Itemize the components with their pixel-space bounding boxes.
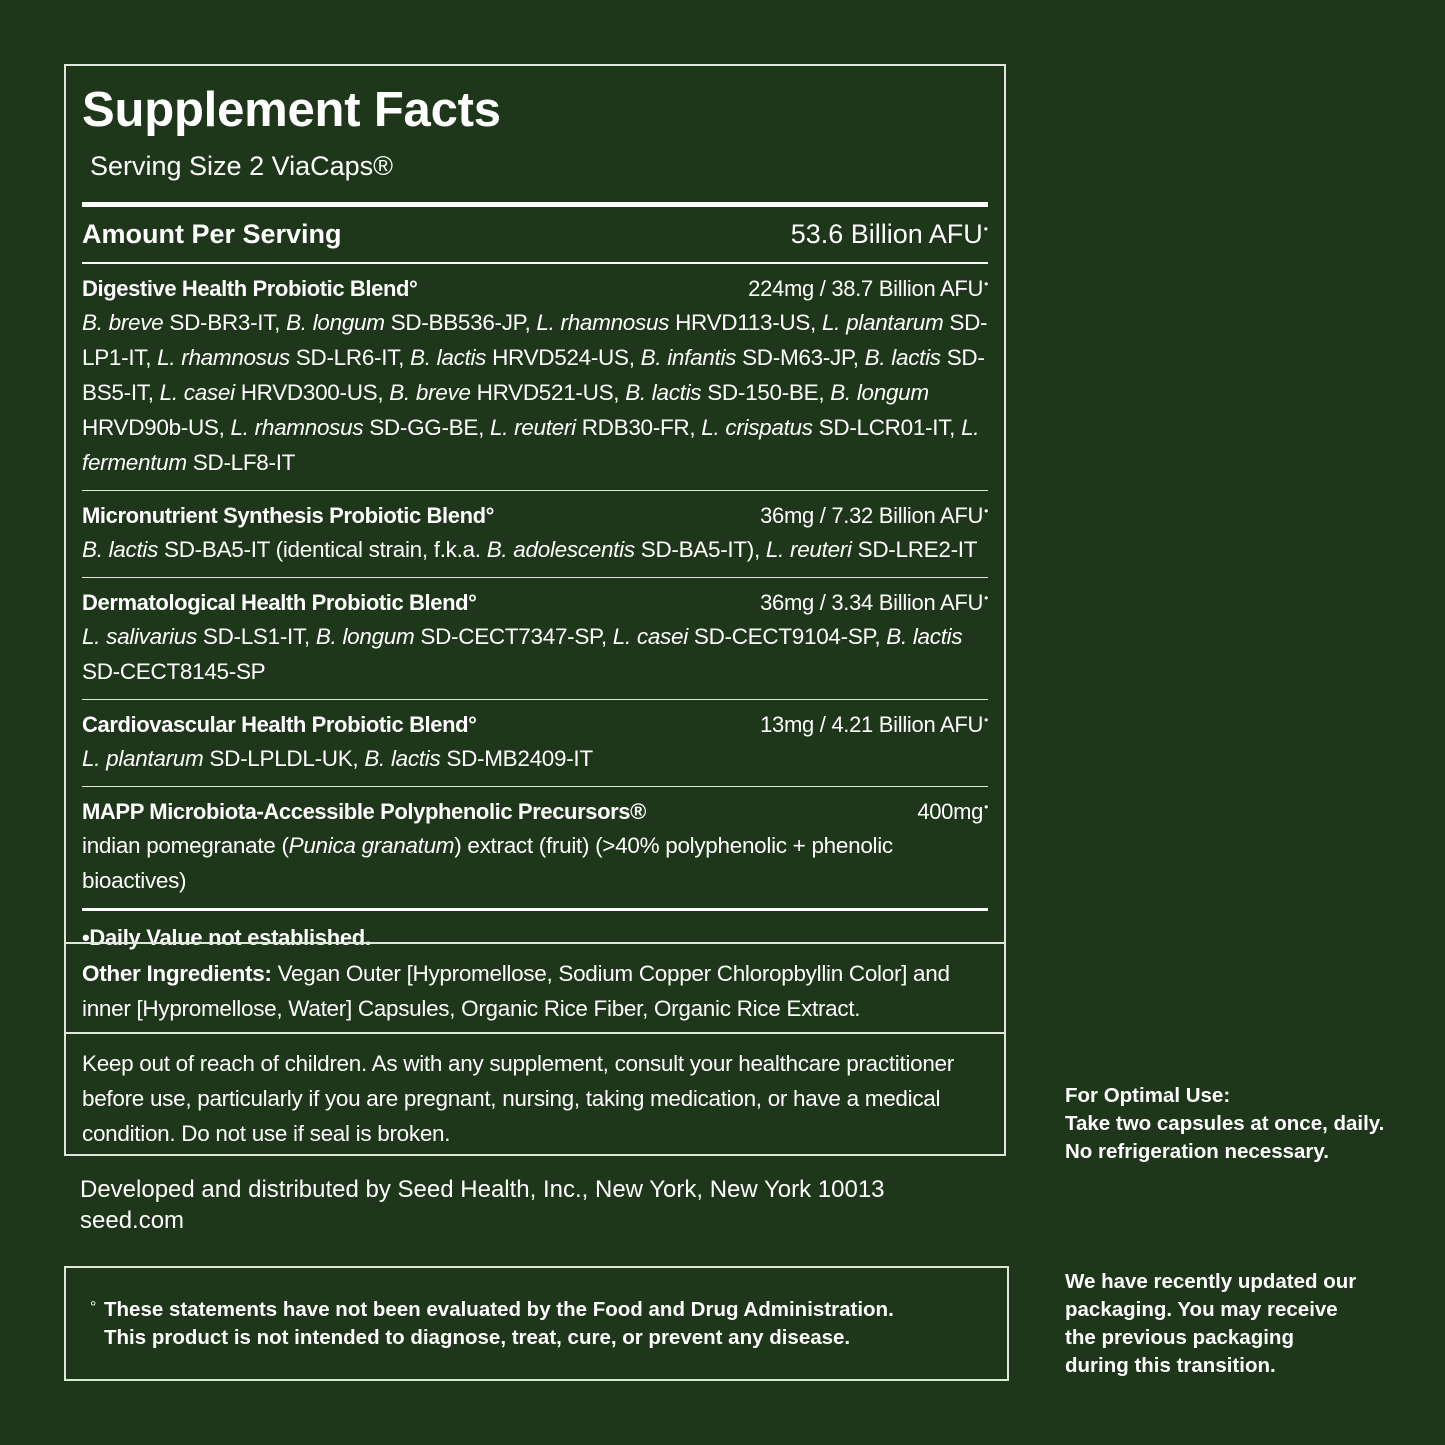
strain-species: B. lactis: [886, 624, 963, 649]
optimal-use: [1065, 1082, 1384, 1166]
daily-value-note: •Daily Value not established.: [82, 925, 371, 950]
blend-value: 36mg / 3.34 Billion AFU•: [760, 590, 988, 615]
packaging-note: [1065, 1268, 1356, 1380]
packaging-line-4: during this transition.: [1065, 1354, 1276, 1377]
strain-species: L. fermentum: [82, 415, 980, 475]
packaging-line-2: packaging. You may receive: [1065, 1298, 1338, 1321]
other-ingredients: [66, 942, 1004, 1038]
strain-list: B. breve SD-BR3-IT, B. longum SD-BB536-JP, L. rhamnosus HRVD113-US, L. plantarum SD-LP1-IT, L. rhamnosus SD-LR6-IT, B. lactis HRVD524-US, B. infantis SD-M63-JP, B. lactis SD-BS5-IT, L. casei HRVD300-US, B. breve HRVD521-US, B. lactis SD-150-BE, B. longum HRVD90b-US, L. rhamnosus SD-GG-BE, L. reuteri RDB30-FR, L. crispatus SD-LCR01-IT, L. fermentum SD-LF8-IT: [82, 310, 988, 475]
strain-species: B. infantis: [640, 345, 737, 370]
amount-value: 53.6 Billion AFU•: [790, 219, 988, 249]
other-ingredients-text: Vegan Outer [Hypromellose, Sodium Copper Chloropbyllin Color] and inner [Hypromellose, Water] Capsules, Organic Rice Fiber, Organic Rice Extract.: [82, 961, 950, 1021]
blend-name: Dermatological Health Probiotic Blend°: [82, 590, 477, 615]
strain-species: L. salivarius: [82, 624, 197, 649]
strain-species: L. rhamnosus: [157, 345, 290, 370]
blend-micronutrient: [82, 491, 988, 578]
strain-species: B. lactis: [364, 746, 441, 771]
strain-list: B. lactis SD-BA5-IT (identical strain, f.k.a. B. adolescentis SD-BA5-IT), L. reuteri SD-LRE2-IT: [82, 537, 978, 562]
warning-text: Keep out of reach of children. As with any supplement, consult your healthcare practitioner before use, particularly if you are pregnant, nursing, taking medication, or have a medical condition. Do not use if seal is broken.: [66, 1032, 1004, 1163]
strain-species: B. adolescentis: [486, 537, 635, 562]
strain-species: L. rhamnosus: [536, 310, 670, 335]
optimal-use-heading: For Optimal Use:: [1065, 1084, 1231, 1107]
serving-size: Serving Size 2 ViaCaps®: [90, 151, 394, 181]
strain-species: L. casei: [612, 624, 688, 649]
strain-species: L. crispatus: [701, 415, 813, 440]
developer-line: Developed and distributed by Seed Health, Inc., New York, New York 10013: [80, 1176, 885, 1203]
packaging-line-3: the previous packaging: [1065, 1326, 1294, 1349]
blend-name: Digestive Health Probiotic Blend°: [82, 276, 418, 301]
facts-title: Supplement Facts: [82, 83, 501, 137]
blend-cardiovascular: [82, 700, 988, 787]
fda-line-1: These statements have not been evaluated by the Food and Drug Administration.: [104, 1298, 894, 1321]
facts-section: [82, 66, 988, 951]
strain-species: L. plantarum: [82, 746, 204, 771]
website: seed.com: [80, 1207, 185, 1234]
blend-value: 13mg / 4.21 Billion AFU•: [760, 712, 988, 737]
packaging-line-1: We have recently updated our: [1065, 1270, 1357, 1293]
strain-species: B. lactis: [82, 537, 159, 562]
strain-species: B. longum: [830, 380, 929, 405]
strain-species: B. breve: [389, 380, 471, 405]
amount-per-serving-row: [82, 219, 988, 264]
developer-info: [80, 1174, 885, 1236]
strain-species: B. longum: [286, 310, 385, 335]
supplement-facts-panel: [64, 64, 1006, 1156]
mapp-row: [82, 787, 988, 911]
fda-disclaimer: [64, 1266, 1009, 1381]
strain-species: B. longum: [315, 624, 415, 649]
amount-label: Amount Per Serving: [82, 219, 342, 249]
optimal-use-line-1: Take two capsules at once, daily.: [1065, 1112, 1385, 1135]
strain-species: L. plantarum: [821, 310, 944, 335]
strain-species: B. lactis: [864, 345, 941, 370]
fda-line-2: This product is not intended to diagnose, treat, cure, or prevent any disease.: [104, 1326, 851, 1349]
thick-divider: [82, 202, 988, 207]
blend-digestive: [82, 264, 988, 491]
degree-symbol: °: [90, 1299, 97, 1316]
mapp-value: 400mg•: [917, 799, 988, 824]
strain-species: B. lactis: [625, 380, 702, 405]
other-ingredients-label: Other Ingredients:: [82, 961, 272, 986]
mapp-description: indian pomegranate (Punica granatum) extract (fruit) (>40% polyphenolic + phenolic bioactives): [82, 833, 893, 893]
strain-list: L. plantarum SD-LPLDL-UK, B. lactis SD-MB2409-IT: [82, 746, 593, 771]
blend-value: 224mg / 38.7 Billion AFU•: [748, 276, 988, 301]
blend-name: Micronutrient Synthesis Probiotic Blend°: [82, 503, 495, 528]
strain-species: L. reuteri: [765, 537, 852, 562]
strain-species: B. breve: [82, 310, 164, 335]
strain-species: B. lactis: [410, 345, 487, 370]
strain-species: L. casei: [159, 380, 235, 405]
blend-value: 36mg / 7.32 Billion AFU•: [760, 503, 988, 528]
optimal-use-line-2: No refrigeration necessary.: [1065, 1140, 1329, 1163]
strain-species: L. rhamnosus: [230, 415, 364, 440]
blend-dermatological: [82, 578, 988, 700]
blend-name: Cardiovascular Health Probiotic Blend°: [82, 712, 477, 737]
mapp-name: MAPP Microbiota-Accessible Polyphenolic Precursors®: [82, 799, 646, 824]
strain-species: L. reuteri: [489, 415, 576, 440]
strain-list: L. salivarius SD-LS1-IT, B. longum SD-CECT7347-SP, L. casei SD-CECT9104-SP, B. lactis SD-CECT8145-SP: [82, 624, 963, 684]
